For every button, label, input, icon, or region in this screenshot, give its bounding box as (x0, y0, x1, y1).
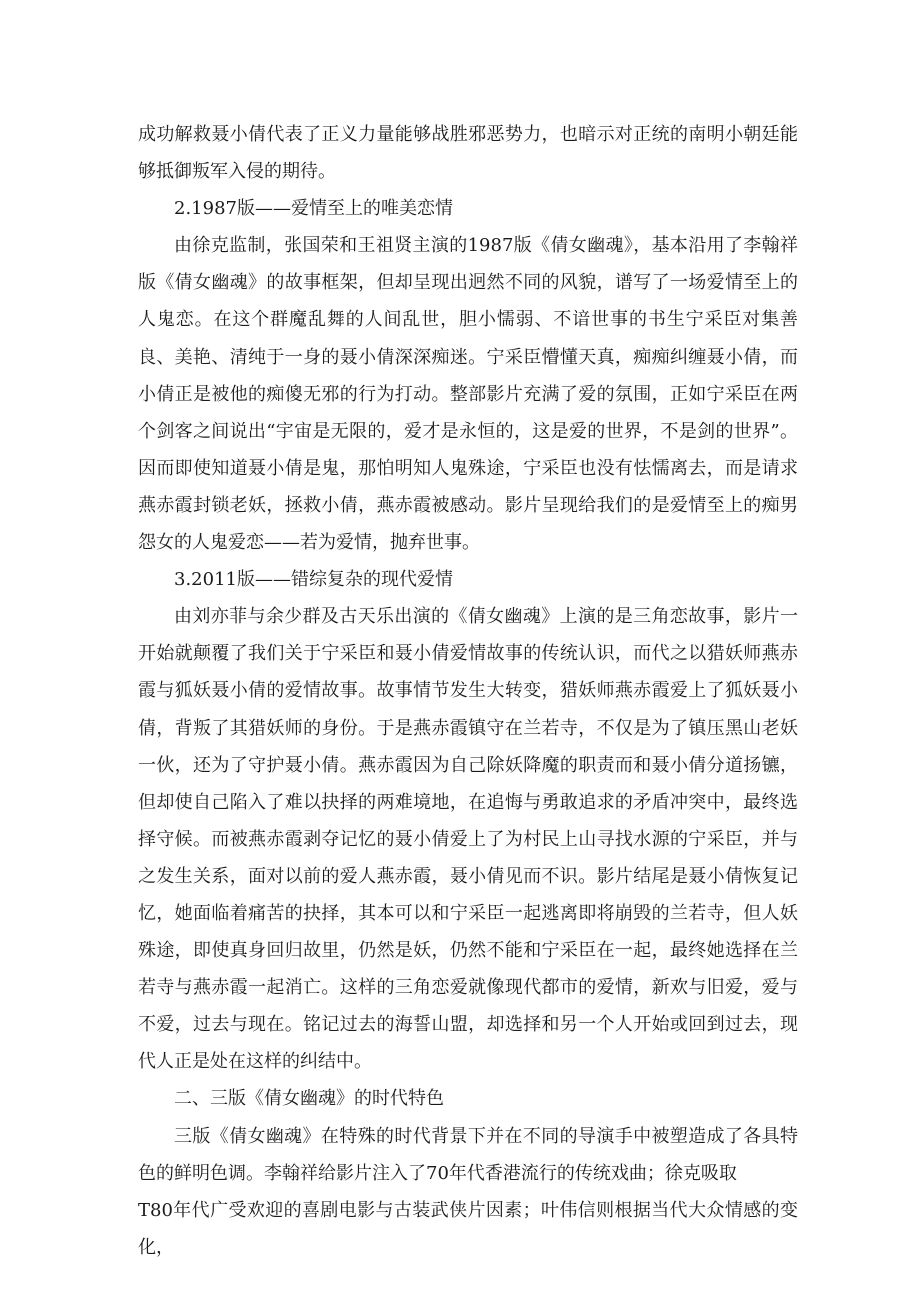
paragraph-era-features-continued: T80年代广受欢迎的喜剧电影与古装武侠片因素；叶伟信则根据当代大众情感的变化， (138, 1199, 798, 1258)
paragraph-intro-continued: 成功解救聂小倩代表了正义力量能够战胜邪恶势力，也暗示对正统的南明小朝廷能够抵御叛军入侵的期待。 (138, 124, 798, 183)
section-heading-1987-version: 2.1987版——爱情至上的唯美恋情 (174, 198, 453, 220)
document-body (138, 116, 798, 1266)
paragraph-era-features: 三版《倩女幽魂》在特殊的时代背景下并在不同的导演手中被塑造成了各具特色的鲜明色调。李翰祥给影片注入了70年代香港流行的传统戏曲；徐克吸取 (138, 1125, 798, 1184)
paragraph-1987-version: 由徐克监制，张国荣和王祖贤主演的1987版《倩女幽魂》，基本沿用了李翰祥版《倩女幽魂》的故事框架，但却呈现出迥然不同的风貌，谱写了一场爱情至上的人鬼恋。在这个群魔乱舞的人间乱世，胆小懦弱、不谙世事的书生宁采臣对集善良、美艳、清纯于一身的聂小倩深深痴迷。宁采臣懵懂天真，痴痴纠缠聂小倩，而小倩正是被他的痴傻无邪的行为打动。整部影片充满了爱的氛围，正如宁采臣在两个剑客之间说出“宇宙是无限的，爱才是永恒的，这是爱的世界，不是剑的世界”。因而即使知道聂小倩是鬼，那怕明知人鬼殊途，宁采臣也没有怯懦离去，而是请求燕赤霞封锁老妖，拯救小倩，燕赤霞被感动。影片呈现给我们的是爱情至上的痴男怨女的人鬼爱恋——若为爱情，抛弃世事。 (138, 235, 798, 554)
section-heading-2011-version: 3.2011版——错综复杂的现代爱情 (174, 569, 453, 591)
paragraph-2011-version: 由刘亦菲与余少群及古天乐出演的《倩女幽魂》上演的是三角恋故事，影片一开始就颠覆了我们关于宁采臣和聂小倩爱情故事的传统认识，而代之以猎妖师燕赤霞与狐妖聂小倩的爱情故事。故事情节发生大转变，猎妖师燕赤霞爱上了狐妖聂小倩，背叛了其猎妖师的身份。于是燕赤霞镇守在兰若寺，不仅是为了镇压黑山老妖一伙，还为了守护聂小倩。燕赤霞因为自己除妖降魔的职责而和聂小倩分道扬镳，但却使自己陷入了难以抉择的两难境地，在追悔与勇敢追求的矛盾冲突中，最终选择守候。而被燕赤霞剥夺记忆的聂小倩爱上了为村民上山寻找水源的宁采臣，并与之发生关系，面对以前的爱人燕赤霞，聂小倩见而不识。影片结尾是聂小倩恢复记忆，她面临着痛苦的抉择，其本可以和宁采臣一起逃离即将崩毁的兰若寺，但人妖殊途，即使真身回归故里，仍然是妖，仍然不能和宁采臣在一起，最终她选择在兰若寺与燕赤霞一起消亡。这样的三角恋爱就像现代都市的爱情，新欢与旧爱，爱与不爱，过去与现在。铭记过去的海誓山盟，却选择和另一个人开始或回到过去，现代人正是处在这样的纠结中。 (138, 606, 798, 1073)
chapter-heading-era-features: 二、三版《倩女幽魂》的时代特色 (174, 1088, 444, 1110)
